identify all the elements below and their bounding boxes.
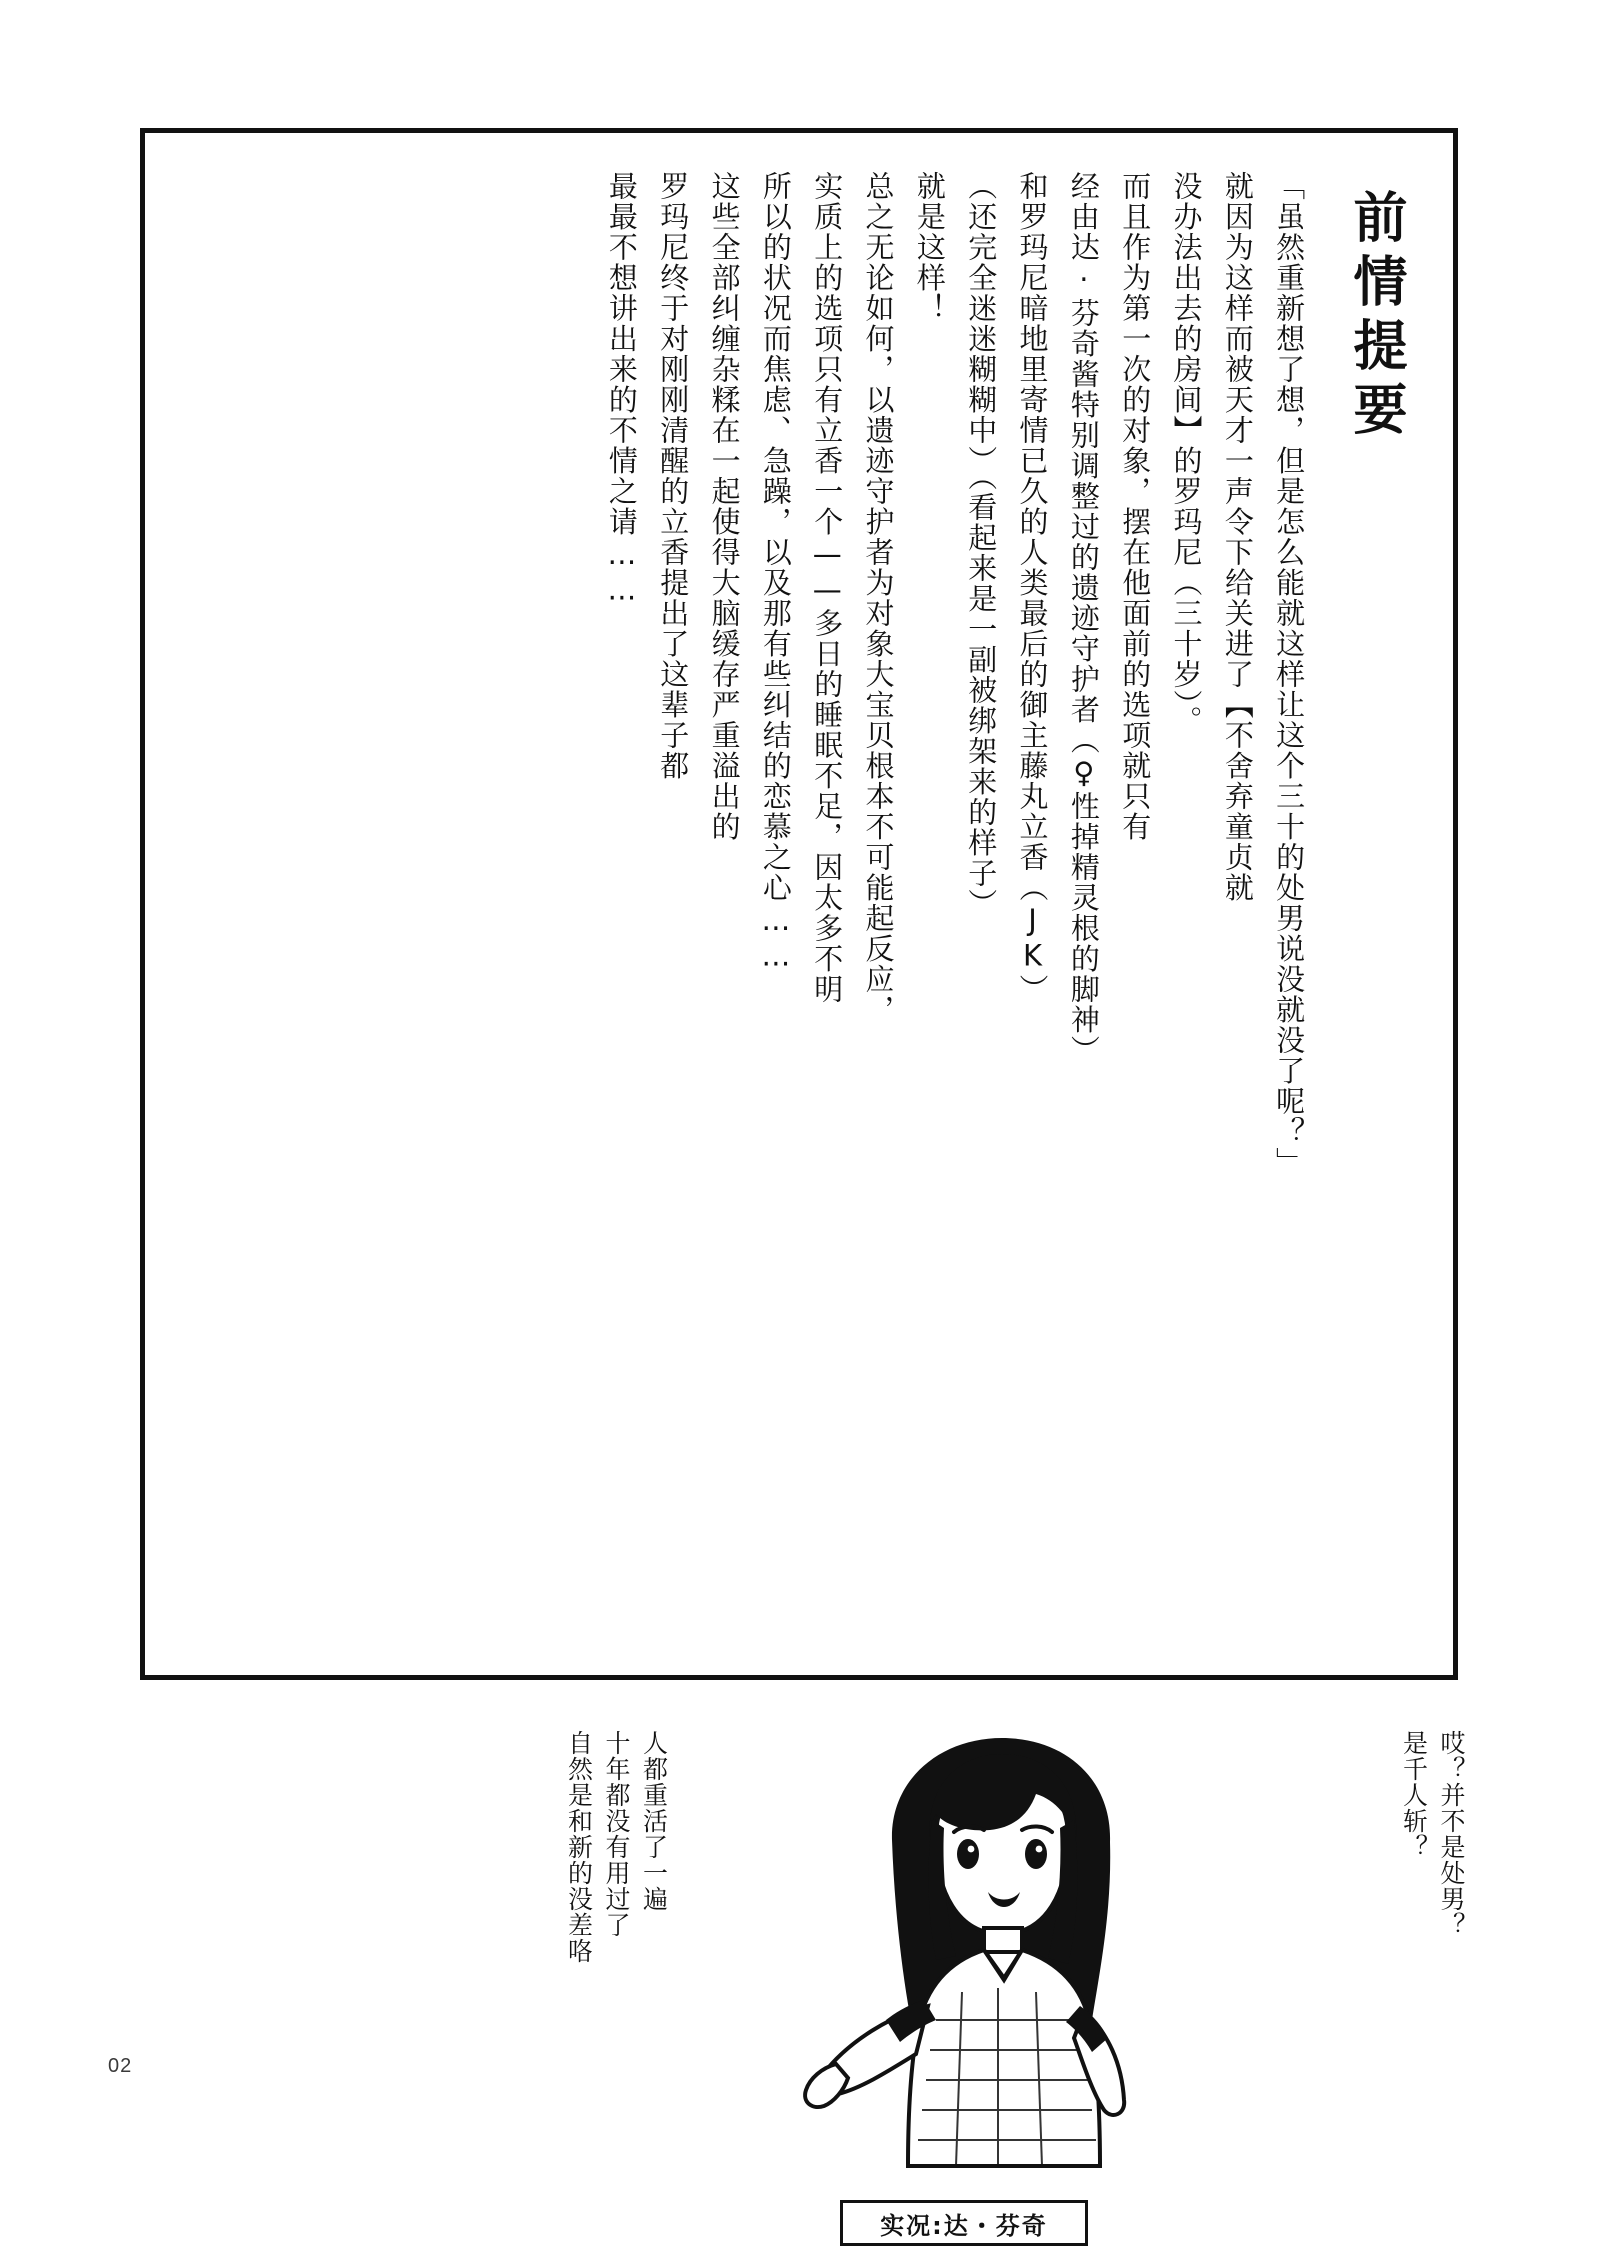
speech-text-right [1395, 1730, 1470, 1938]
summary-line-4: 而且作为第一次的对象，摆在他面前的选项就只有 [1118, 171, 1153, 842]
character-name-label: 实况:达・芬奇 [880, 2211, 1048, 2240]
summary-line-7: （还完全迷迷糊糊中）（看起来是一副被绑架来的样子） [964, 171, 999, 919]
bottom-illustration-area [0, 1700, 1600, 2259]
summary-line-6: 和罗玛尼暗地里寄情已久的人类最后的御主藤丸立香（JK） [1015, 171, 1050, 1005]
speech-left-line-2: 十年都没有用过了 [602, 1730, 631, 1938]
summary-line-10: 实质上的选项只有立香一个——多日的睡眠不足，因太多不明 [810, 171, 845, 1005]
speech-left-line-1: 人都重活了一遍 [639, 1730, 669, 1912]
summary-line-11: 所以的状况而焦虑、急躁，以及那有些纠结的恋慕之心…… [758, 171, 793, 974]
summary-title: 前情提要 [1345, 189, 1408, 445]
character-illustration [740, 1720, 1260, 2220]
summary-line-3: 没办法出去的房间】的罗玛尼（三十岁）。 [1169, 171, 1204, 736]
summary-line-9: 总之无论如何，以遗迹守护者为对象大宝贝根本不可能起反应， [861, 171, 896, 1025]
speech-text-left [560, 1730, 673, 1964]
summary-line-12: 这些全部纠缠杂糅在一起使得大脑缓存严重溢出的 [707, 171, 742, 842]
summary-line-2: 就因为这样而被天才一声令下给关进了【不舍弃童贞就 [1220, 171, 1255, 903]
speech-right-line-2: 是千人斩？ [1399, 1730, 1429, 1860]
page-number: 02 [108, 2055, 133, 2077]
summary-line-13: 罗玛尼终于对刚刚清醒的立香提出了这辈子都 [656, 171, 691, 781]
speech-left-line-3: 自然是和新的没差咯 [564, 1730, 594, 1964]
speech-right-line-1: 哎？并不是处男？ [1437, 1730, 1466, 1938]
summary-line-5: 经由达·芬奇酱特别调整过的遗迹守护者（♀性掉精灵根的脚神） [1066, 171, 1101, 1066]
character-name-plate [840, 2200, 1088, 2246]
summary-columns [145, 133, 1453, 1675]
summary-line-14: 最最不想讲出来的不情之请…… [604, 171, 639, 608]
summary-box [140, 128, 1458, 1680]
summary-line-8: 就是这样！ [912, 171, 947, 324]
summary-line-1: 「虽然重新想了想，但是怎么能就这样让这个三十的处男说没就没了呢？」 [1272, 171, 1307, 1178]
